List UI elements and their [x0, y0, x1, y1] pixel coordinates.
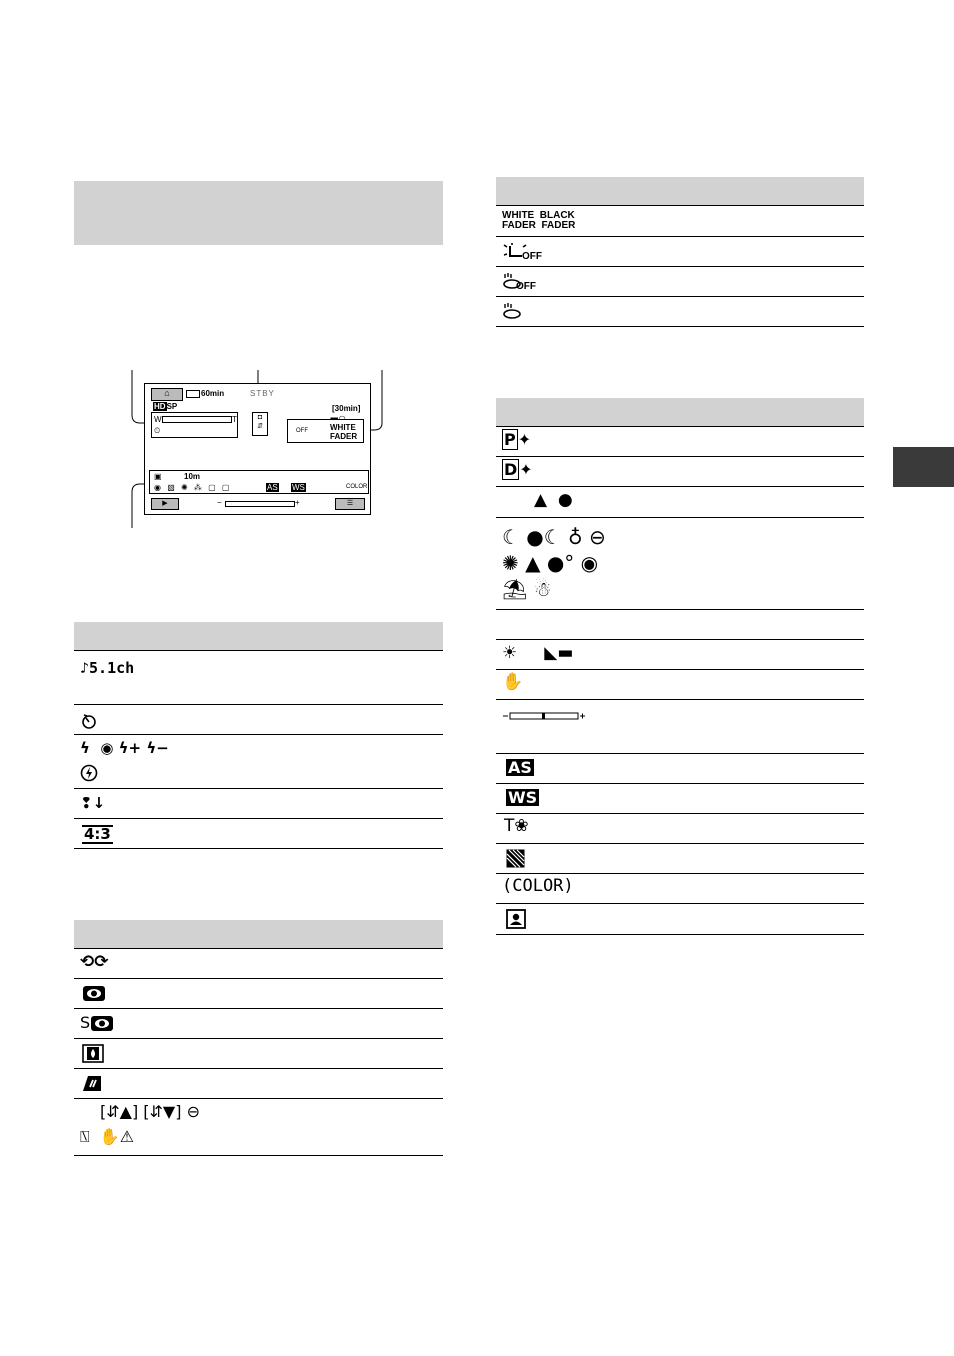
- nightshot-icon: [82, 985, 106, 1002]
- table-row: [496, 700, 864, 754]
- table-row: [74, 1009, 443, 1039]
- x-v-color-icon: [82, 1075, 102, 1092]
- auto-slow-shutter-icon: AS: [508, 758, 532, 777]
- steadyshot-off-icon: ✋: [502, 672, 524, 692]
- portrait-icon: ▣: [154, 472, 162, 481]
- table-header: [496, 398, 864, 427]
- level-plus: +: [295, 498, 300, 507]
- lcd-screen-diagram: [144, 383, 371, 515]
- d-letter: D: [504, 460, 518, 479]
- tape-icon: [502, 302, 522, 320]
- center-icons-box: ◘ ⇵: [252, 412, 268, 436]
- right-table-2: [496, 398, 864, 935]
- zoom-box: [151, 412, 238, 438]
- play-button: ▶: [151, 498, 179, 510]
- table-row: [496, 754, 864, 784]
- zoom-bar: [162, 416, 232, 423]
- rec-time-value: 10m: [184, 472, 201, 481]
- remaining-time: 60min: [201, 389, 225, 398]
- quality-mode: SP: [166, 402, 178, 411]
- table-row: [496, 206, 864, 237]
- table-row: [496, 670, 864, 700]
- scene-icons-row3: ⛱ ☃: [502, 577, 552, 601]
- zebra-icon: [506, 849, 525, 868]
- hd-badge: HD: [154, 402, 166, 411]
- black-word: BLACK: [539, 210, 575, 221]
- table-row: [74, 949, 443, 979]
- picture-effect-icon: P ✦: [504, 430, 532, 449]
- quality-indicator: [153, 402, 177, 411]
- tape-remaining-icon: ▪▪▪▪ ◠: [330, 414, 345, 423]
- fader-word-1: WHITE: [330, 423, 356, 432]
- table-row: [496, 784, 864, 814]
- white-word: WHITE: [502, 210, 535, 221]
- audio-5-1ch-icon: ♪5.1ch: [80, 659, 135, 677]
- table-row: [496, 904, 864, 935]
- table-row: [496, 518, 864, 610]
- cinematone-icon: (COLOR): [502, 876, 574, 896]
- table-row: [74, 979, 443, 1009]
- zoom-t: T: [232, 415, 237, 424]
- table-row: [496, 487, 864, 518]
- face-detection-icon: [506, 909, 526, 929]
- flash-icons: ϟ ◉ ϟ+ ϟ−: [80, 739, 169, 757]
- ws-indicator: WS: [292, 483, 305, 492]
- table-header: [74, 622, 443, 651]
- table-row: [496, 610, 864, 640]
- table-row: [74, 735, 443, 789]
- table-row: [496, 297, 864, 327]
- chapter-tab: [893, 447, 954, 487]
- level-minus: −: [217, 498, 222, 507]
- fader-word-b: FADER: [541, 220, 576, 231]
- table-row: [496, 237, 864, 267]
- off-label: OFF: [522, 251, 542, 262]
- scene-icons-row1: ☾ ●☾ ♁ ⊖: [502, 525, 606, 549]
- left-table-2: [74, 920, 443, 1156]
- aspect-ratio-icon: 4:3: [84, 825, 111, 843]
- repeat-icon: ⟲⟳: [80, 952, 109, 972]
- table-row: [74, 819, 443, 849]
- level-bar: [225, 501, 295, 507]
- mic-level-low-icon: ❢↓: [80, 794, 106, 812]
- table-row: [74, 651, 443, 705]
- left-table-1: [74, 622, 443, 849]
- fader-icons: [502, 211, 575, 231]
- focus-mode-icons: ▲ ●: [534, 490, 573, 510]
- fader-word-2: FADER: [330, 432, 358, 441]
- section-heading-band: [74, 181, 443, 245]
- digital-effect-icon: D ✦: [504, 460, 533, 479]
- table-row: [496, 874, 864, 904]
- color-slow-shutter-icon: [82, 1044, 104, 1063]
- right-table-1: [496, 177, 864, 327]
- red-eye-icon: ◉: [100, 739, 114, 757]
- table-header: [74, 920, 443, 949]
- table-row: [74, 705, 443, 735]
- exposure-bar-icon: [502, 708, 586, 723]
- table-row: [74, 1039, 443, 1069]
- table-header: [496, 177, 864, 206]
- table-row: [74, 1099, 443, 1156]
- bottom-icon-row: ◉ ▧ ✺ ⁂ ▢ ▢: [154, 483, 232, 492]
- table-row: [496, 640, 864, 670]
- self-timer-icon: ⏲: [154, 426, 161, 435]
- table-row: [74, 789, 443, 819]
- color-indicator: COLOR: [346, 484, 368, 490]
- as-indicator: AS: [267, 483, 278, 492]
- super-prefix: S: [80, 1013, 91, 1032]
- table-row: [496, 267, 864, 297]
- zoom-w: W: [154, 415, 162, 424]
- table-row: [496, 844, 864, 874]
- off-label: OFF: [516, 281, 536, 292]
- super-nightshot-icon: [80, 1015, 114, 1032]
- tele-letter: T: [504, 816, 515, 836]
- flash-off-icon: [80, 764, 98, 782]
- home-button: ⌂: [151, 388, 183, 401]
- menu-button: ☰: [335, 498, 365, 510]
- fader-word-a: FADER: [502, 220, 536, 231]
- table-row: [496, 427, 864, 457]
- self-timer-icon: [80, 712, 98, 730]
- table-row: [496, 814, 864, 844]
- battery-icon: [186, 390, 200, 398]
- p-letter: P: [504, 430, 516, 449]
- warning-icons-row1: [⇵▲] [⇵▼] ⊖: [100, 1102, 200, 1121]
- wide-select-icon: WS: [508, 788, 538, 807]
- bottom-icons-box: [149, 470, 369, 494]
- fader-box: [287, 419, 364, 443]
- table-row: [74, 1069, 443, 1099]
- table-row: [496, 457, 864, 487]
- recording-status: STBY: [250, 389, 275, 398]
- scene-icons-row2: ✺ ▲ ●° ◉: [502, 551, 599, 575]
- warning-icons-row2: ⍂ ✋⚠: [80, 1127, 135, 1146]
- white-balance-icons: ☀ ◣▬: [502, 643, 574, 663]
- counter-text: [30min]: [332, 404, 361, 413]
- tele-macro-icon: T❀: [504, 816, 529, 836]
- fader-off-label: OFF: [296, 428, 308, 434]
